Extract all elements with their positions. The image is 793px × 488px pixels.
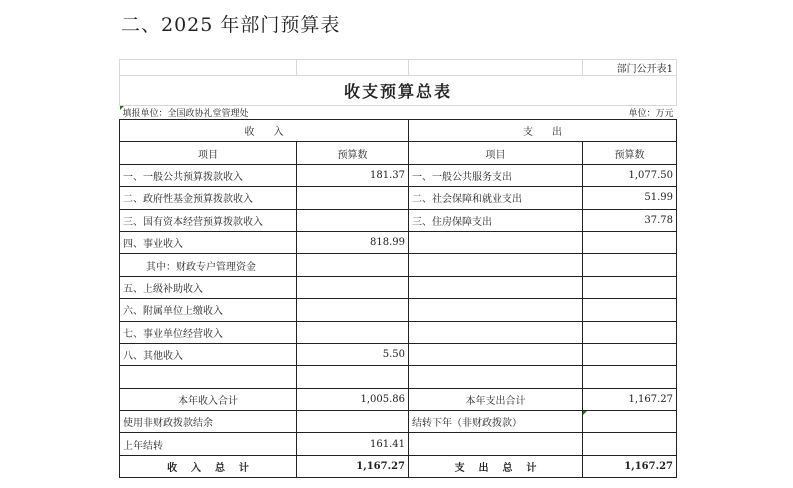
income-value [297,254,409,276]
expense-label [409,254,583,276]
expense-value [583,276,677,298]
section-header-row [120,120,677,142]
income-label: 八、其他收入 [120,343,297,365]
income-total-label: 收 入 总 计 [120,455,297,477]
expense-label [409,366,583,388]
page-heading: 二、2025 年部门预算表 [121,14,341,36]
table-id: 部门公开表1 [583,60,677,76]
income-label: 其中：财政专户管理资金 [120,254,297,276]
expense-label: 二、社会保障和就业支出 [409,187,583,209]
section-expense: 支 出 [409,120,677,142]
expense-label [409,321,583,343]
balance-row [120,411,677,433]
income-label: 三、国有资本经营预算拨款收入 [120,209,297,231]
balance-expense-label: 结转下年（非财政拨款） [409,411,583,433]
header-budget: 预算数 [297,142,409,164]
table-row [120,343,677,365]
income-label: 七、事业单位经营收入 [120,321,297,343]
expense-value [583,366,677,388]
expense-subtotal-label: 本年支出合计 [409,388,583,410]
reporting-unit: 填报单位：全国政协礼堂管理处 [122,109,249,119]
balance-income-value [297,411,409,433]
income-label: 四、事业收入 [120,231,297,253]
carry-income-label: 上年结转 [120,433,297,455]
carry-row [120,433,677,455]
income-value [297,366,409,388]
expense-label [409,299,583,321]
expense-subtotal-value: 1,167.27 [583,388,677,410]
comment-marker-icon [120,106,124,110]
table-row [120,276,677,298]
title-row [120,76,677,106]
table-row [120,254,677,276]
table-row [120,366,677,388]
table-row [120,231,677,253]
column-header-row [120,142,677,164]
expense-label: 三、住房保障支出 [409,209,583,231]
income-label: 六、附属单位上缴收入 [120,299,297,321]
section-income: 收 入 [120,120,409,142]
balance-income-label: 使用非财政拨款结余 [120,411,297,433]
table-title: 收支预算总表 [120,76,677,106]
carry-expense-value [583,433,677,455]
header-item: 项目 [120,142,297,164]
budget-table-sheet [119,59,676,478]
income-value [297,187,409,209]
table-row [120,299,677,321]
income-label: 五、上级补助收入 [120,276,297,298]
table-row [120,321,677,343]
expense-label [409,343,583,365]
header-budget-expense: 预算数 [583,142,677,164]
income-subtotal-label: 本年收入合计 [120,388,297,410]
expense-value: 51.99 [583,187,677,209]
expense-total-label: 支 出 总 计 [409,455,583,477]
expense-label [409,231,583,253]
table-row [120,187,677,209]
expense-total-value: 1,167.27 [583,455,677,477]
table-row [120,164,677,186]
balance-expense-value [583,411,677,433]
carry-income-value: 161.41 [297,433,409,455]
unit-right: 单位：万元 [583,106,677,120]
income-value [297,209,409,231]
income-value: 818.99 [297,231,409,253]
income-value: 181.37 [297,164,409,186]
budget-table [119,59,677,478]
income-value: 5.50 [297,343,409,365]
expense-label: 一、一般公共服务支出 [409,164,583,186]
income-label: 一、一般公共预算拨款收入 [120,164,297,186]
income-total-value: 1,167.27 [297,455,409,477]
expense-value [583,299,677,321]
comment-marker-icon [583,411,587,415]
income-label: 二、政府性基金预算拨款收入 [120,187,297,209]
total-row [120,455,677,477]
subtotal-row [120,388,677,410]
unit-row [120,106,677,120]
table-id-row [120,60,677,76]
income-value [297,321,409,343]
income-subtotal-value: 1,005.86 [297,388,409,410]
expense-value [583,231,677,253]
expense-value [583,343,677,365]
header-item-expense: 项目 [409,142,583,164]
income-value [297,299,409,321]
expense-value: 1,077.50 [583,164,677,186]
carry-expense-label [409,433,583,455]
unit-left [120,106,409,120]
table-row [120,209,677,231]
expense-label [409,276,583,298]
income-value [297,276,409,298]
expense-value [583,254,677,276]
income-label [120,366,297,388]
expense-value [583,321,677,343]
expense-value: 37.78 [583,209,677,231]
